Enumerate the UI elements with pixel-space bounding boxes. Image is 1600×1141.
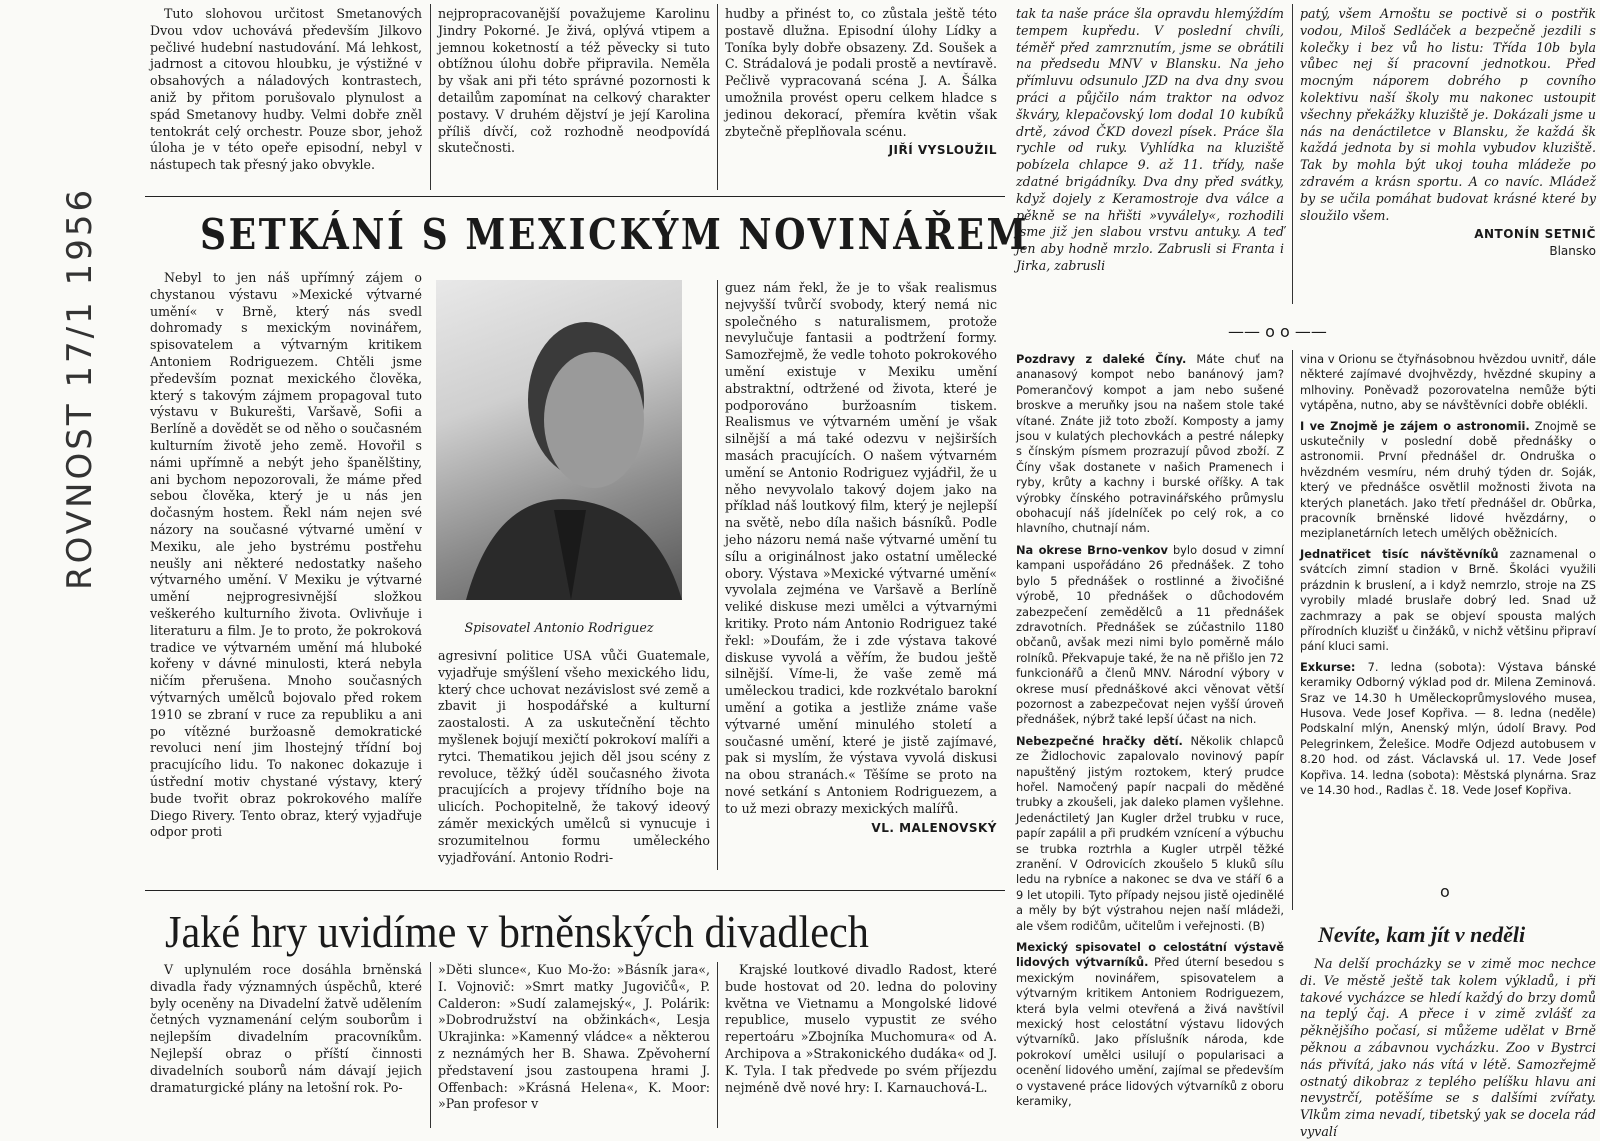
article2-headline: Jaké hry uvidíme v brněnských divadlech [165,906,869,957]
article2-col-1 [150,962,422,1128]
right-top-col-b-text: patý, všem Arnoštu se poctivě si o postřik vodou, Miloš Sedláček a bezpečně jezdili s kolečky i bez vů ho listu: Třída 10b byla vůbec nej ší pracovní jednotkou. Před mocným náporem dobrého p covního kolektivu naší školy mu nakonec ustoupit všechny překážky kluziště je. Dokázali jsme u nás na denáctiletce v Blansku, že každá šk každá jednota by si mohla vybudov kluziště. Tak by mohla být ukoj touha mládeže po zdravém a krásn sportu. A co navíc. Mládež by se učila pomáhat budovat krásné které by sloužilo všem. [1300,6,1596,223]
article2-col-3-text: Krajské loutkové divadlo Radost, které bude hostovat od 20. ledna do poloviny května ve Vietnamu a Mongolské lidové republice, muselo vypustit ze svého repertoáru »Zbojníka Muchomura« od A. Archipova a »Strakonického dudáka« od J. K. Tyla. I tak předvede po svém příjezdu nejméně dvě nové hry: I. Karnauchová-L. [725,962,997,1095]
article2-col-2-text: »Děti slunce«, Kuo Mo-žo: »Básník jara«, I. Vojnovič: »Smrt matky Jugovičů«, P. Calderon: »Sudí zalamejský«, J. Polárik: »Dobrodružství na obžinkách«, Lesja Ukrajinka: »Kamenný vládce« a některou z neznámých her B. Shawa. Zpěvoherní představení jsou zastoupena hrami J. Offenbach: »Krásná Helena«, K. Moor: »Pan profesor v [438,962,710,1112]
news-item [1016,352,1284,537]
right-top-col-b [1300,6,1596,326]
article1-col-1-text: Nebyl to jen náš upřímný zájem o chystanou výstavu »Mexické výtvarné umění« v Brně, který nás svedl dohromady s mexickým novinářem, spisovatelem a výtvarným kritikem Antoniem Rodriguezem. Chtěli jsme především poznat mexického člověka, který s takovým zájmem propagoval tuto výstavu v Bukurešti, Varšavě, Sofii a Berlíně a dovědět se od něho o současném kulturním životě jeho země. Hovořil s námi upřímně a nebýt jeho španělštiny, ani bychom nepozorovali, že máme před sebou člověka, který je u nás jen dočasným hostem. Řekl nám nejen své názory na současné výtvarné umění v Mexiku, ale jeho bystrému postřehu neušly ani některé nedostatky našeho výtvarného umění. V Mexiku je výtvarné umění nejprogresivnější složkou veškerého kulturního života. Ovlivňuje i literaturu a film. Je to proto, že pokroková tradice ve výtvarném umění má hluboké kořeny v dávné minulosti, která nebyla ničím přerušena. Mnoho současných výtvarných umělců bojovalo před rokem 1910 se zbraní v ruce za republiku a ani po vítězné buržoasně demokratické revoluci není jim lhostejný třídní boj pracujícího lidu. To nakonec dokazuje i ústřední motiv chystané výstavy, který bude tvořit obraz pokrokového malíře Diego Rivery. Tento obraz, který vyjadřuje odpor proti [150,270,422,840]
divider [430,4,431,190]
right-mid-column [1300,352,1596,870]
right-bottom-headline: Nevíte, kam jít v neděli [1318,922,1526,947]
article1-col-1 [150,270,422,870]
divider [717,962,718,1128]
divider [145,196,1005,197]
news-item-lead: Exkurse: [1300,659,1356,674]
news-item-text: Několik chlapců ze Židlochovic zapalovalo novinový papír napuštěný jistým roztokem, který prudce hořel. Namočený papír nacpali do měděné trubky a zkoušeli, jak daleko plamen vyšlehne. Jedenáctiletý Jan Kugler držel trubku v ruce, papír zapálil a při prudkém vznícení a výbuchu se trubka roztrhla a Kugler utrpěl těžké zranění. V Odrovicích zkoušelo 5 kluků sílu ledu na rybníce a nakonec se dva ve stáří 6 a 9 let utopili. Tyto případy nejsou jistě ojedinělé a měly by být výstrahou nejen naší mládeži, ale všem rodičům, učitelům i veřejnosti. [1016,733,1285,933]
news-item-lead: I ve Znojmě je zájem o astronomii. [1300,418,1530,433]
news-item-text: 7. ledna (sobota): Výstava bánské keramiky Odborný výklad pod dr. Milena Zeminová. Sraz ve 14.30 h Uměleckoprůmyslového musea, Husova. Vede Josef Kopřiva. — 8. ledna (neděle) Podskalní mlýn, Anenský mlýn, údolí Bravy. Pod Pelegrinkem, Želešice. Modře Odjezd autobusem v 8.20 hod. od zást. Václavská ul. 17. Vede Josef Kopřiva. 14. ledna (sobota): Městská plynárna. Sraz ve 14.30 hod., Radlas č. 18. Vede Josef Kopřiva. [1300,659,1596,797]
photo-caption: Spisovatel Antonio Rodriguez [464,620,654,635]
top-col-3 [725,6,997,196]
news-item [1016,940,1284,1109]
top-col-1 [150,6,422,188]
news-item [1016,734,1284,934]
news-item [1300,419,1596,542]
news-item-text: zaznamenal o svátcích zimní stadion v Brně. Školáci využili prázdnin k bruslení, a i když nemrzlo, stroje na ZS vyrobily mladé bruslaře dobrý led. Snad už zachmrazy a pak se objeví spousta malých přírodních kluzišť u činžáků, v nichž většinu připraví pání kluci sami. [1300,546,1596,654]
archive-stamp: ROVNOST 17/1 1956 [60,186,100,590]
article1-headline: SETKÁNÍ S MEXICKÝM NOVINÁŘEM [200,210,1030,259]
article1-col-2 [438,648,710,870]
news-item-lead: Na okrese Brno-venkov [1016,542,1168,557]
top-col-2 [438,6,710,188]
news-item-text: Před úterní besedou s mexickým novinářem, spisovatelem a výtvarným kritikem Antoniem Rodriguezem, která byla velmi otevřená a živá navštívil mexický host celostátní výstavu lidových výtvarníků. Jako příslušník národa, kde pokrokoví umělci usilují o popularisaci a ocenění lidového umění, zajímal se především o vystavené práce lidových výtvarníků z oboru keramiky, [1016,955,1285,1109]
divider [430,962,431,1128]
divider [717,4,718,190]
right-top-col-a [1016,6,1284,306]
right-bottom-text: Na delší procházky se v zimě moc nechce di. Ve městě ještě tak kolem výkladů, i při takové vycházce se hledí každý do brzy domů na teplý čaj. A přece i v zimě zvlášť za pěknějšího počasí, si můžeme udělat v Brně pěknou a zábavnou vycházku. Zoo v Bystrci nás přivítá, jako nás vítá v létě. Samozřejmě ostnatý dikobraz z teplého pelíšku hlavu ani nevystrčí, potěšíme se s dalšími zvířaty. Vlkům zima nevadí, tibetský yak se docela rád vyvalí [1300,956,1596,1139]
news-item [1300,547,1596,655]
article2-col-3 [725,962,997,1128]
news-item [1300,660,1596,799]
news-item-text: bylo dosud v zimní kampani uspořádáno 26 přednášek. Z toho bylo 5 přednášek o rostlinné a živočišné výrobě, 10 přednášek o důchodovém zabezpečení zemědělců a 11 přednášek zdravotních. Přednášek se zúčastnilo 1180 občanů, avšak mezi nimi bylo poměrně málo rolníků. Překvapuje také, že na ně přišlo jen 72 funkcionářů a členů MNV. Národní výbory v okrese musí přednáškové akci věnovat větší pozornost a zabezpečovat nejen vyšší úroveň přednášek, nýbrž také lepší účast na nich. [1016,542,1285,727]
news-item [1016,543,1284,728]
top-col-2-text: nejpropracovanější považujeme Karolinu Jindry Pokorné. Je živá, oplývá vtipem a jemnou koketností a též pěvecky si tuto obtížnou úlohu dobře připravila. Neměla by však ani při této správné pozornosti k detailům zapomínat na celkový charakter postavy. V druhém dějství je její Karolina příliš dívčí, což rozhodně neodpovídá skutečnosti. [438,6,710,156]
top-col-1-text: Tuto slohovou určitost Smetanových Dvou vdov uchovává především Jilkovo pečlivé hudební nastudování. Má lehkost, jadrnost a citovou hloubku, je výstižné v obsahových a náladových kontrastech, aniž by přitom porušovalo plynulost a spád Smetanovy hudby. Velmi dobře zněl tentokrát celý orchestr. Pouze sbor, jehož úloha je v této opeře episodní, nebyl v nástupech tak přesný jako obvykle. [150,6,422,173]
top-col-3-text: hudby a přinést to, co zůstala ještě této postavě dlužna. Episodní úlohy Lídky a Toníka byly dobře obsazeny. Zd. Soušek a C. Strádalová je podali prostě a nevtíravě. Pečlivě vypracovaná scéna J. A. Šálka umožnila provést operu celkem hladce s jedinou dekorací, přemíra květin však zbytečně přeplňovala scénu. [725,6,997,139]
news-item-lead: Mexický spisovatel o celostátní výstavě lidových výtvarníků. [1016,940,1284,970]
article1-byline: VL. MALENOVSKÝ [871,820,997,835]
article2-col-1-text: V uplynulém roce dosáhla brněnská divadla řady významných úspěchů, které byly oceněny na Divadelní žatvě udělením četných vyznamenání celým souborům i nejlepším divadelním pracovníkům. Nejlepší obraz o příští činnosti divadelních souborů nám dávají jejich dramaturgické plány na letošní rok. Po- [150,962,422,1095]
divider [1292,4,1293,304]
portrait-icon [436,280,682,600]
ornament-separator: —— o o —— [1228,322,1327,341]
right-top-place: Blansko [1549,244,1596,259]
divider [1292,350,1293,910]
ornament-separator-small: o [1440,882,1450,901]
top-col-3-byline: JIŘÍ VYSLOUŽIL [888,143,997,158]
right-top-col-a-text: tak ta naše práce šla opravdu hlemýždím tempem kupředu. V poslední chvíli, téměř před zamrznutím, jsme se obrátili na předsedu MNV v Blansku. Na jeho přímluvu odsunulo JZD na dva dny svou práci a půjčilo nám traktor na odvoz škváry, klepačovský lom dodal 10 kubíků drtě, závod ČKD dovezl písek. Práce šla rychle od ruky. Vyhlídka na kluziště pobízela chlapce 9. až 11. třídy, naše zdatné brigádníky. Dva dny před svátky, když dojely z Keramostroje dva válce a pěkně se na hřišti »vyválely«, rozhodili jsme již jen slabou vrstvu antuky. A teď jen aby hodně mrzlo. Zabrusli si Franta i Jirka, zabrusli [1016,6,1284,273]
right-bottom-column [1300,956,1596,1139]
article1-col-2-text: agresivní politice USA vůči Guatemale, vyjadřuje smýšlení všeho mexického lidu, který chce uchovat nezávislost své země a zbavit ji hospodářské a kulturní zaostalosti. A za uskutečnění těchto myšlenek bojují mexičtí pokrokoví malíři a rytci. Thematikou jejich děl jsou scény z revoluce, těžký úděl současného života pracujících a projevy třídního boje na ulicích. Pochopitelně, že takový ideový záměr mexických umělců si vynucuje i srozumitelnou formu uměleckého vyjadřování. Antonio Rodri- [438,648,710,865]
article1-col-3-text: guez nám řekl, že je to však realismus nejvyšší tvůrčí svobody, který nemá nic společného s naturalismem, protože nevylučuje fantasii a podtržení formy. Samozřejmě, že vedle tohoto pokrokového umění existuje v Mexiku umění abstraktní, odtržené od života, které je podporováno buržoasním tiskem. Realismus ve výtvarném umění je však silnější a má také odezvu v nejširších masách pracujících. O našem výtvarném umění se Antonio Rodriguez vyjádřil, že u něho nevyvolalo takový dojem jako na příklad náš loutkový film, který je nejlepší na světě, nebo díla našich básníků. Podle jeho názoru nemá naše výtvarné umění tu sílu a originálnost jako ostatní umělecké obory. Výstava »Mexické výtvarné umění« vyvolala zejména ve Varšavě a Berlíně veliké diskuse mezi umělci a výtvarnými kritiky. Proto nám Antonio Rodriguez také řekl: »Doufám, že i zde výstava takové diskuse vyvolá a věřím, že budou ještě silnější. Víme-li, že vaše země má uměleckou tradici, kde rozkvétalo barokní umění a gotika a jestliže známe vaše výtvarné umění minulého století a současné umění, které je jistě zajímavé, pak si myslím, že výstava vyvolá diskusi na obou stranách.« Těšíme se proto na nové setkání s Antoniem Rodriguezem, a to už mezi obrazy mexických malířů. [725,280,997,816]
article1-col-3 [725,280,997,870]
news-item-text: Znojmě se uskutečnily v poslední době přednášky o astronomii. První přednášel dr. Ondruška o hvězdném vesmíru, ném druhý týden dr. Soják, který ve přednášce osvětlil možnosti života na kterých planetách. Jako třetí přednášel dr. Obůrka, pracovník brněnské lidové hvězdárny, o meziplanetárních letech umělých oběžnicích. [1300,418,1596,541]
right-mid-text: vina v Orionu se čtyřnásobnou hvězdou uvnitř, dále některé zajímavé dvojhvězdy, hvězdné skupiny a mlhoviny. Poněvadž pozorovatelna nemůže býti vytápěna, nutno, aby se návštěvníci dobře oblékli. [1300,352,1596,413]
news-item-sign: (B) [1248,918,1265,933]
right-top-byline: ANTONÍN SETNIČ [1474,227,1596,242]
news-column [1016,352,1284,1128]
news-item-lead: Jednatřicet tisíc návštěvníků [1300,546,1499,561]
news-item-lead: Nebezpečné hračky dětí. [1016,733,1183,748]
news-item-text: Máte chuť na ananasový kompot nebo banánový jam? Pomerančový kompot a jam nebo sušené broskve a meruňky jsou na našem stole také vítané. Znáte již toto zboží. Komposty a jamy jsou v kulatých plechovkách a pestré nálepky s čínským písmem prozrazují původ zboží. Z Číny však dostanete v našich Pramenech i ryby, krůty a kachny i burské oříšky. A tak výrobky čínského potravinářského průmyslu obohacují náš jídelníček po celý rok, a co hlavního, chutnají nám. [1016,352,1285,536]
author-photo [436,280,682,600]
news-item-lead: Pozdravy z daleké Číny. [1016,352,1187,366]
divider [145,890,1005,891]
article2-col-2 [438,962,710,1128]
divider [717,280,718,870]
